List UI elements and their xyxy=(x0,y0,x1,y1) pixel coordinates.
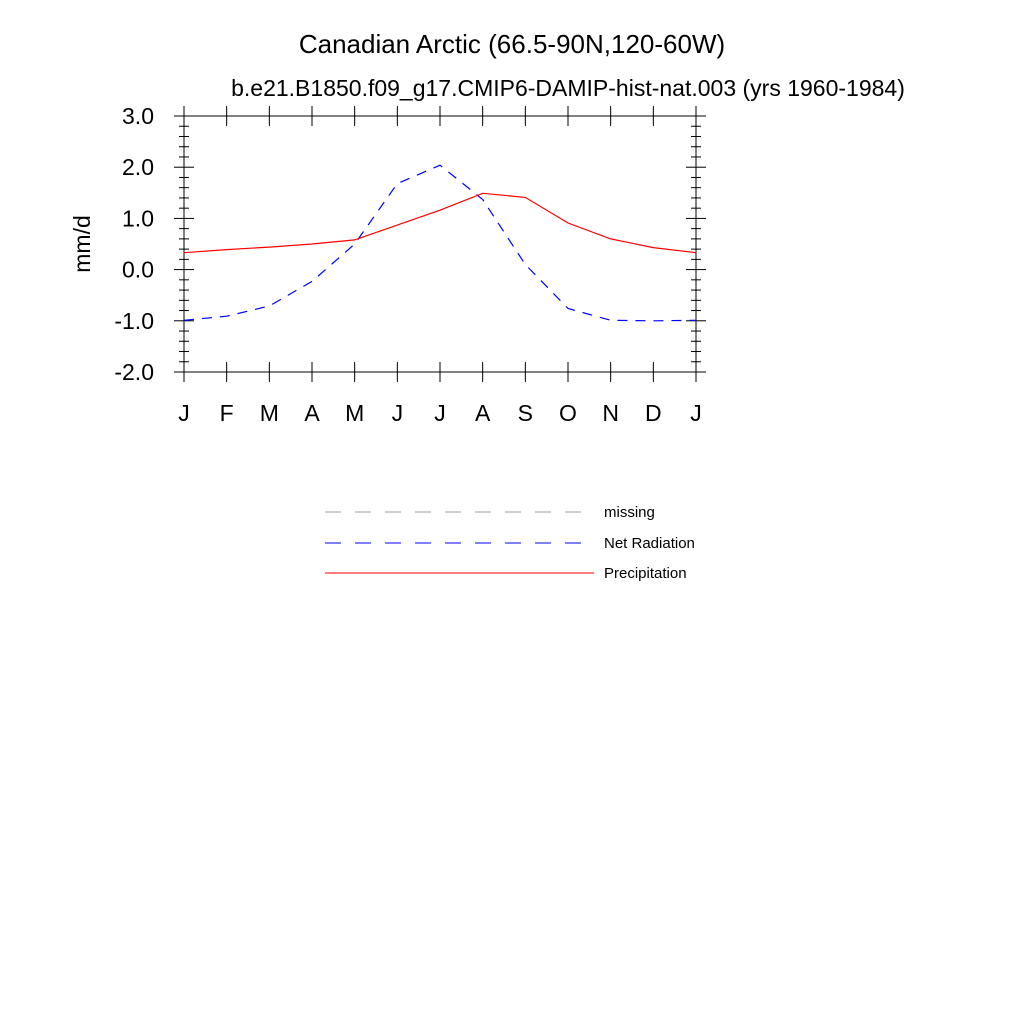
series-line-net-radiation xyxy=(184,165,696,321)
x-tick-label: A xyxy=(304,400,320,426)
y-tick-label: 0.0 xyxy=(122,256,154,283)
plot-area xyxy=(114,103,706,426)
x-tick-label: J xyxy=(391,400,404,426)
legend-label-net-radiation: Net Radiation xyxy=(604,535,695,552)
y-tick-label: -1.0 xyxy=(114,307,154,334)
chart-title: Canadian Arctic (66.5-90N,120-60W) xyxy=(298,29,726,59)
y-tick-label: 1.0 xyxy=(122,205,154,232)
series-line-precipitation xyxy=(184,193,696,252)
x-tick-label: J xyxy=(178,400,190,426)
x-tick-label: S xyxy=(517,400,534,426)
x-tick-label: A xyxy=(474,400,491,426)
x-tick-label: N xyxy=(602,400,619,426)
legend-label-precipitation: Precipitation xyxy=(604,565,687,582)
x-tick-label: F xyxy=(219,400,234,426)
y-axis-label: mm/d xyxy=(69,215,95,273)
x-tick-label: D xyxy=(645,400,662,426)
x-tick-label: M xyxy=(345,400,365,426)
x-tick-label: O xyxy=(559,400,577,426)
y-tick-label: 2.0 xyxy=(122,154,154,181)
x-tick-label: M xyxy=(259,400,279,426)
legend-label-missing: missing xyxy=(604,504,655,521)
x-tick-label: J xyxy=(434,400,446,426)
y-tick-label: 3.0 xyxy=(122,103,154,129)
plot-frame xyxy=(184,116,696,372)
legend xyxy=(325,504,695,582)
x-tick-label: J xyxy=(690,400,702,426)
chart-subtitle: b.e21.B1850.f09_g17.CMIP6-DAMIP-hist-nat.003 (yrs 1960-1984) xyxy=(231,75,905,101)
y-tick-label: -2.0 xyxy=(114,359,154,385)
